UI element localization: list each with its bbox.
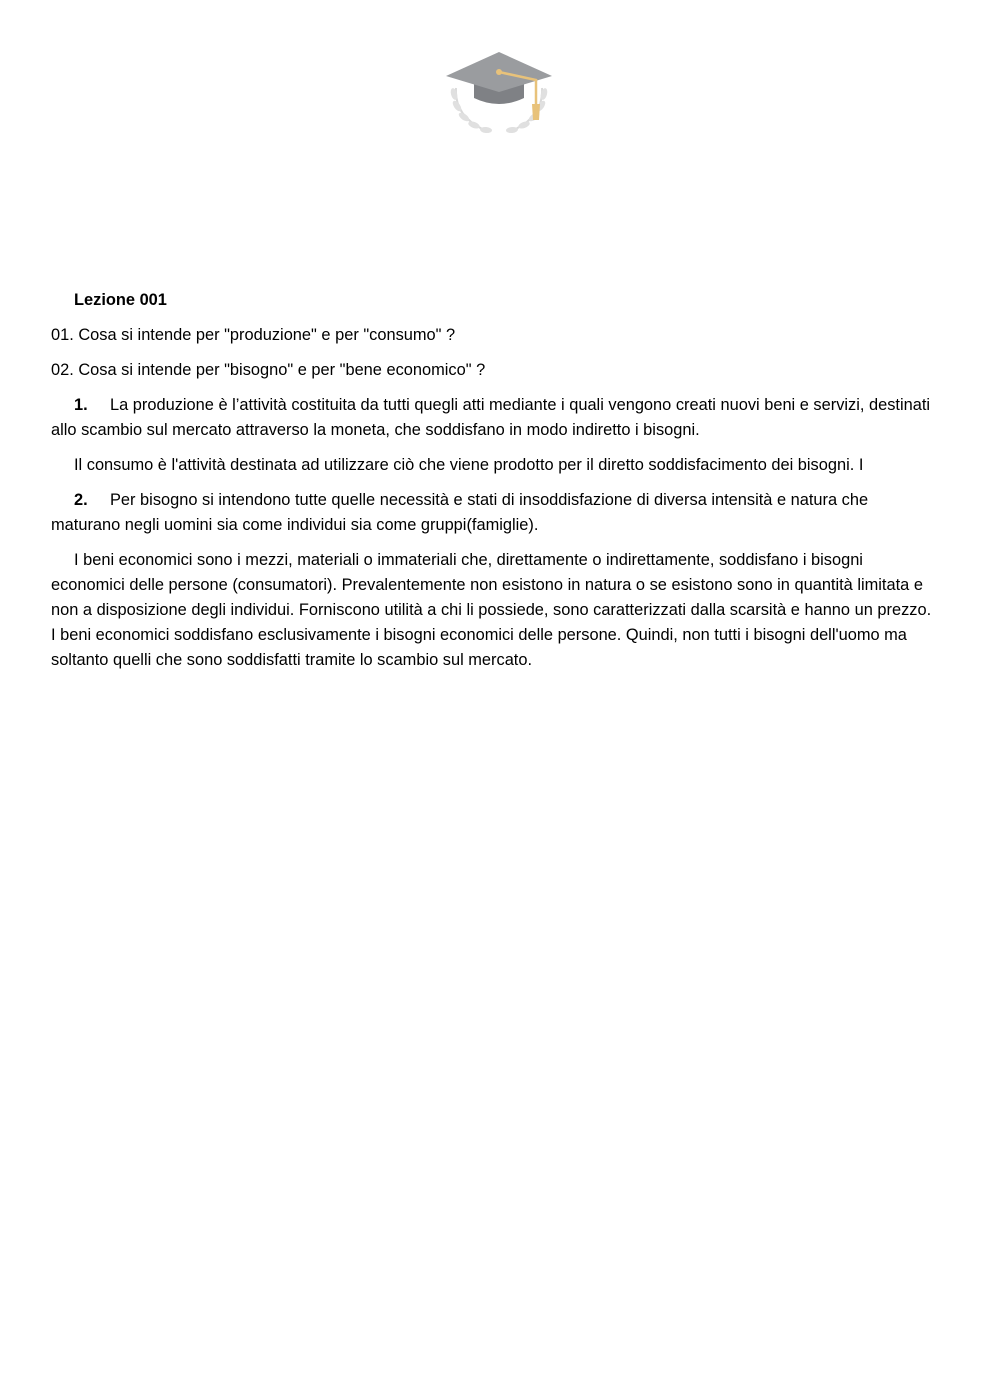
answer-text: Per bisogno si intendono tutte quelle necessità e stati di insoddisfazione di diversa intensità e natura che maturano negli uomini sia come individui sia come gruppi(famiglie).: [51, 491, 869, 534]
lesson-title: Lezione 001: [74, 291, 167, 309]
answer-paragraph-3: [51, 488, 936, 538]
answer-text: Il consumo è l'attività destinata ad utilizzare ciò che viene prodotto per il diretto soddisfacimento dei bisogni. I: [74, 456, 864, 474]
question-2: 02. Cosa si intende per "bisogno" e per "bene economico" ?: [51, 361, 486, 379]
document-body: [51, 288, 936, 683]
graduation-cap-icon: [444, 48, 554, 138]
answer-paragraph-2: [51, 453, 936, 478]
answer-number: 1.: [74, 396, 88, 414]
answer-number: 2.: [74, 491, 88, 509]
answer-text: La produzione è l’attività costituita da tutti quegli atti mediante i quali vengono creati nuovi beni e servizi, destinati allo scambio sul mercato attraverso la moneta, che soddisfano in modo indiretto i bisogni.: [51, 396, 931, 439]
answer-paragraph-1: [51, 393, 936, 443]
answer-text: I beni economici sono i mezzi, materiali o immateriali che, direttamente o indirettamente, soddisfano i bisogni economici delle persone (consumatori). Prevalentemente non esistono in natura o se esistono sono in quantità limitata e non a disposizione degli individui. Forniscono utilità a chi li possiede, sono caratterizzati dalla scarsità e hanno un prezzo. I beni economici soddisfano esclusivamente i bisogni economici delle persone. Quindi, non tutti i bisogni dell'uomo ma soltanto quelli che sono soddisfatti tramite lo scambio sul mercato.: [51, 551, 932, 669]
question-1: 01. Cosa si intende per "produzione" e per "consumo" ?: [51, 326, 456, 344]
answer-paragraph-4: [51, 548, 936, 673]
